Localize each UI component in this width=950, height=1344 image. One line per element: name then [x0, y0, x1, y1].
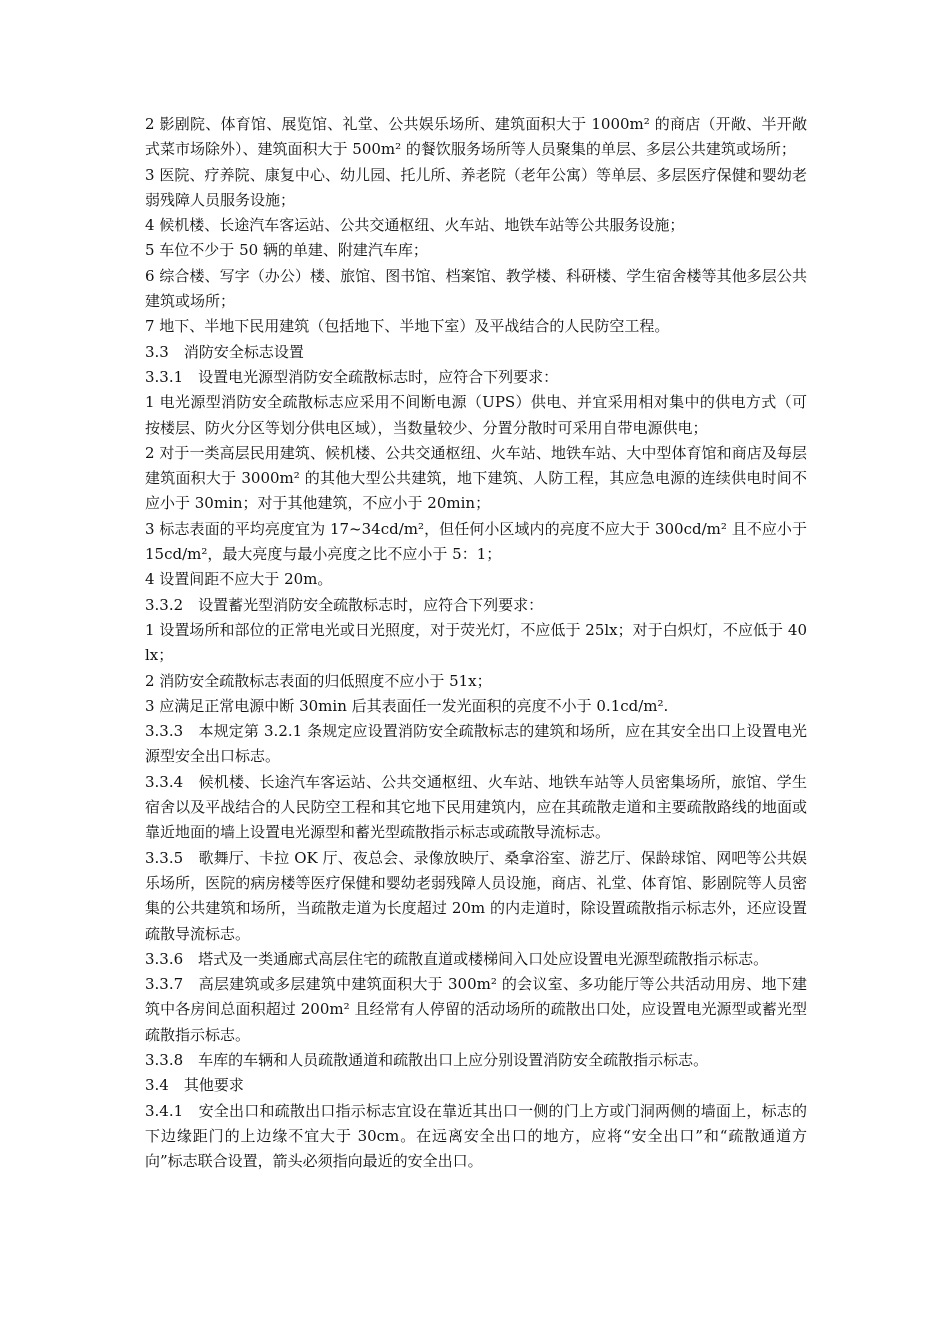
clause-3-3-3: 3.3.3 本规定第 3.2.1 条规定应设置消防安全疏散标志的建筑和场所，应在其安全出口上设置电光源型安全出口标志。: [145, 722, 807, 766]
clause-3-3-2-item-3: 3 应满足正常电源中断 30min 后其表面任一发光面积的亮度不小于 0.1cd/m².: [145, 696, 669, 715]
paragraph-item-5-garages: 5 车位不少于 50 辆的单建、附建汽车库；: [145, 241, 428, 260]
paragraph-item-7-underground: 7 地下、半地下民用建筑（包括地下、半地下室）及平战结合的人民防空工程。: [145, 317, 670, 336]
paragraph-item-6-public-buildings: 6 综合楼、写字（办公）楼、旅馆、图书馆、档案馆、教学楼、科研楼、学生宿舍楼等其他多层公共建筑或场所；: [145, 266, 807, 311]
paragraph-item-2-theaters: 2 影剧院、体育馆、展览馆、礼堂、公共娱乐场所、建筑面积大于 1000m² 的商店（开敞、半开敞式菜市场除外）、建筑面积大于 500m² 的餐饮服务场所等人员聚集的单层、多层公共建筑或场所；: [145, 115, 807, 159]
clause-3-3-6: 3.3.6 塔式及一类通廊式高层住宅的疏散直道或楼梯间入口处应设置电光源型疏散指示标志。: [145, 949, 769, 968]
paragraph-item-4-transport: 4 候机楼、长途汽车客运站、公共交通枢纽、火车站、地铁车站等公共服务设施；: [145, 216, 685, 235]
clause-3-3-1-item-1: 1 电光源型消防安全疏散标志应采用不间断电源（UPS）供电、并宜采用相对集中的供电方式（可按楼层、防火分区等划分供电区域），当数量较少、分置分散时可采用自带电源供电；: [145, 393, 807, 437]
clause-3-3-2-item-2: 2 消防安全疏散标志表面的归低照度不应小于 51x；: [145, 671, 492, 690]
clause-3-3-2: 3.3.2 设置蓄光型消防安全疏散标志时，应符合下列要求：: [145, 595, 544, 614]
document-body: [145, 112, 807, 1174]
clause-3-3-5: 3.3.5 歌舞厅、卡拉 OK 厅、夜总会、录像放映厅、桑拿浴室、游艺厅、保龄球馆、网吧等公共娱乐场所，医院的病房楼等医疗保健和婴幼老弱残障人员设施，商店、礼堂、体育馆、影剧院等人员密集的公共建筑和场所，当疏散走道为长度超过 20m 的内走道时，除设置疏散指示标志外，还应设置疏散导流标志。: [145, 848, 807, 943]
paragraph-item-3-hospitals: 3 医院、疗养院、康复中心、幼儿园、托儿所、养老院（老年公寓）等单层、多层医疗保健和婴幼老弱残障人员服务设施；: [145, 165, 807, 209]
clause-3-3-1: 3.3.1 设置电光源型消防安全疏散标志时，应符合下列要求：: [145, 367, 559, 386]
section-heading-3-3: 3.3 消防安全标志设置: [145, 342, 304, 361]
clause-3-3-2-item-1: 1 设置场所和部位的正常电光或日光照度，对于荧光灯，不应低于 25lx；对于白炽灯，不应低于 40lx；: [145, 620, 807, 665]
clause-3-3-1-item-4: 4 设置间距不应大于 20m。: [145, 570, 333, 589]
clause-3-3-1-item-2: 2 对于一类高层民用建筑、候机楼、公共交通枢纽、火车站、地铁车站、大中型体育馆和商店及每层建筑面积大于 3000m² 的其他大型公共建筑，地下建筑、人防工程，其应急电源的连续供电时间不应小于 30min；对于其他建筑，不应小于 20min；: [145, 443, 807, 513]
clause-3-4-1: 3.4.1 安全出口和疏散出口指示标志宜设在靠近其出口一侧的门上方或门洞两侧的墙面上，标志的下边缘距门的上边缘不宜大于 30cm。在远离安全出口的地方，应将“安全出口”和“疏散通道方向”标志联合设置，箭头必须指向最近的安全出口。: [145, 1101, 807, 1171]
clause-3-3-1-item-3: 3 标志表面的平均亮度宜为 17~34cd/m²，但任何小区域内的亮度不应大于 300cd/m² 且不应小于 15cd/m²，最大亮度与最小亮度之比不应小于 5：1；: [145, 519, 807, 564]
clause-3-3-8: 3.3.8 车库的车辆和人员疏散通道和疏散出口上应分别设置消防安全疏散指示标志。: [145, 1050, 709, 1069]
clause-3-3-4: 3.3.4 候机楼、长途汽车客运站、公共交通枢纽、火车站、地铁车站等人员密集场所，旅馆、学生宿舍以及平战结合的人民防空工程和其它地下民用建筑内，应在其疏散走道和主要疏散路线的地面或靠近地面的墙上设置电光源型和蓄光型疏散指示标志或疏散导流标志。: [145, 772, 807, 842]
section-heading-3-4: 3.4 其他要求: [145, 1076, 244, 1095]
clause-3-3-7: 3.3.7 高层建筑或多层建筑中建筑面积大于 300m² 的会议室、多功能厅等公共活动用房、地下建筑中各房间总面积超过 200m² 且经常有人停留的活动场所的疏散出口处，应设置电光源型或蓄光型疏散指示标志。: [145, 975, 807, 1044]
